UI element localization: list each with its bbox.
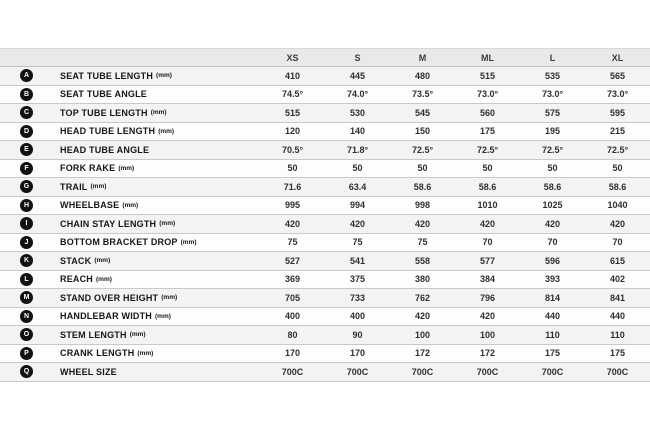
column-header-s: S [354, 52, 361, 63]
row-label-cell [0, 88, 260, 101]
cell-g-ml: 58.6 [478, 181, 497, 192]
cell-p-xl: 175 [609, 348, 626, 359]
row-label-cell [0, 106, 260, 119]
row-label-cell [0, 310, 260, 323]
cell-l-ml: 384 [479, 274, 496, 285]
cell-i-s: 420 [349, 218, 366, 229]
table-row-m [0, 289, 650, 308]
row-label: STEM LENGTH [60, 329, 127, 340]
row-unit-label: (mm) [96, 275, 112, 283]
row-label: CHAIN STAY LENGTH [60, 218, 157, 229]
cell-q-l: 700C [541, 366, 564, 377]
cell-i-xs: 420 [284, 218, 301, 229]
row-unit-label: (mm) [118, 164, 135, 172]
column-header-ml: ML [481, 52, 494, 63]
cell-f-m: 50 [417, 163, 428, 174]
cell-n-xs: 400 [284, 311, 301, 322]
cell-c-xs: 515 [284, 107, 301, 118]
cell-d-ml: 175 [479, 126, 496, 137]
row-letter-badge: B [20, 88, 33, 101]
cell-g-l: 58.6 [543, 181, 562, 192]
cell-i-xl: 420 [609, 218, 626, 229]
cell-p-s: 170 [349, 348, 366, 359]
cell-d-m: 150 [414, 126, 431, 137]
row-unit-label: (mm) [150, 109, 167, 117]
row-label: FORK RAKE [60, 163, 116, 174]
cell-l-m: 380 [414, 274, 431, 285]
cell-d-l: 195 [544, 126, 561, 137]
cell-o-xl: 110 [610, 329, 625, 340]
row-label: SEAT TUBE LENGTH [60, 70, 154, 81]
cell-n-ml: 420 [479, 311, 496, 322]
cell-f-l: 50 [547, 163, 558, 174]
cell-a-s: 445 [349, 70, 366, 81]
cell-o-xs: 80 [287, 329, 298, 340]
row-label-cell [0, 143, 260, 156]
cell-g-xs: 71.6 [283, 181, 302, 192]
table-row-l [0, 271, 650, 290]
row-label-cell [0, 347, 260, 360]
row-letter-badge: G [20, 180, 33, 193]
cell-o-m: 100 [414, 329, 431, 340]
cell-j-m: 75 [417, 237, 428, 248]
table-row-h [0, 197, 650, 216]
cell-m-ml: 796 [479, 292, 496, 303]
cell-f-xl: 50 [612, 163, 623, 174]
table-row-o [0, 326, 650, 345]
cell-j-l: 70 [547, 237, 558, 248]
table-body [0, 67, 650, 382]
cell-m-l: 814 [544, 292, 561, 303]
row-label: STAND OVER HEIGHT [60, 292, 159, 303]
table-row-j [0, 234, 650, 253]
row-label: WHEEL SIZE [60, 366, 117, 377]
cell-q-m: 700C [411, 366, 434, 377]
table-row-c [0, 104, 650, 123]
table-row-n [0, 308, 650, 327]
cell-q-xl: 700C [606, 366, 629, 377]
row-letter-badge: D [20, 125, 33, 138]
row-label: STACK [60, 255, 92, 266]
row-unit-label: (mm) [129, 331, 146, 339]
row-letter-badge: A [20, 69, 33, 82]
cell-p-l: 175 [544, 348, 561, 359]
table-row-g [0, 178, 650, 197]
cell-g-m: 58.6 [413, 181, 432, 192]
cell-e-l: 72.5° [541, 144, 564, 155]
cell-i-ml: 420 [479, 218, 496, 229]
cell-o-l: 110 [545, 329, 560, 340]
cell-h-l: 1025 [542, 200, 563, 211]
row-label-cell [0, 69, 260, 82]
row-label: SEAT TUBE ANGLE [60, 89, 148, 100]
cell-a-ml: 515 [479, 70, 496, 81]
cell-q-s: 700C [346, 366, 369, 377]
row-unit-label: (mm) [94, 257, 111, 265]
cell-n-s: 400 [349, 311, 366, 322]
row-unit-label: (mm) [159, 220, 176, 228]
table-row-q [0, 363, 650, 382]
cell-k-m: 558 [414, 255, 431, 266]
cell-b-m: 73.5° [411, 89, 434, 100]
cell-a-m: 480 [414, 70, 431, 81]
cell-n-xl: 440 [609, 311, 626, 322]
row-unit-label: (mm) [137, 349, 154, 357]
cell-k-s: 541 [349, 255, 366, 266]
table-row-i [0, 215, 650, 234]
cell-b-ml: 73.0° [476, 89, 499, 100]
cell-h-xs: 995 [284, 200, 301, 211]
cell-g-xl: 58.6 [608, 181, 627, 192]
row-label: HEAD TUBE LENGTH [60, 126, 156, 137]
column-header-xl: XL [611, 52, 624, 63]
cell-c-ml: 560 [479, 107, 496, 118]
row-label-cell [0, 254, 260, 267]
column-header-m: M [418, 52, 427, 63]
cell-q-ml: 700C [476, 366, 499, 377]
cell-b-xl: 73.0° [606, 89, 629, 100]
cell-c-l: 575 [544, 107, 561, 118]
row-label-cell [0, 180, 260, 193]
cell-i-m: 420 [414, 218, 431, 229]
table-row-e [0, 141, 650, 160]
cell-q-xs: 700C [281, 366, 304, 377]
row-unit-label: (mm) [161, 294, 178, 302]
cell-h-s: 994 [349, 200, 366, 211]
row-letter-badge: K [20, 254, 33, 267]
cell-i-l: 420 [544, 218, 561, 229]
cell-f-xs: 50 [287, 163, 298, 174]
cell-h-ml: 1010 [477, 200, 498, 211]
cell-c-xl: 595 [609, 107, 626, 118]
cell-e-ml: 72.5° [476, 144, 499, 155]
cell-f-ml: 50 [482, 163, 493, 174]
table-row-k [0, 252, 650, 271]
row-label-cell [0, 125, 260, 138]
row-letter-badge: O [20, 328, 33, 341]
row-label: CRANK LENGTH [60, 348, 135, 359]
cell-e-m: 72.5° [411, 144, 434, 155]
table-row-a [0, 67, 650, 86]
row-letter-badge: E [20, 143, 33, 156]
cell-a-l: 535 [544, 70, 561, 81]
row-label-cell [0, 199, 260, 212]
row-label-cell [0, 162, 260, 175]
cell-m-s: 733 [349, 292, 366, 303]
cell-m-xl: 841 [609, 292, 626, 303]
cell-g-s: 63.4 [348, 181, 367, 192]
cell-o-s: 90 [352, 329, 363, 340]
row-unit-label: (mm) [122, 201, 139, 209]
row-letter-badge: N [20, 310, 33, 323]
cell-l-xs: 369 [284, 274, 301, 285]
cell-k-xl: 615 [609, 255, 626, 266]
cell-d-s: 140 [349, 126, 366, 137]
cell-n-m: 420 [414, 311, 431, 322]
cell-p-m: 172 [414, 348, 431, 359]
row-unit-label: (mm) [180, 238, 197, 246]
cell-m-xs: 705 [284, 292, 301, 303]
table-row-p [0, 345, 650, 364]
cell-l-s: 375 [349, 274, 366, 285]
row-label: TOP TUBE LENGTH [60, 107, 148, 118]
row-label-cell [0, 365, 260, 378]
cell-n-l: 440 [544, 311, 561, 322]
row-letter-badge: J [20, 236, 33, 249]
cell-e-xs: 70.5° [281, 144, 304, 155]
cell-h-xl: 1040 [607, 200, 628, 211]
table-header-row [0, 49, 650, 67]
row-label-cell [0, 236, 260, 249]
row-label: WHEELBASE [60, 200, 120, 211]
cell-j-ml: 70 [482, 237, 493, 248]
row-label-cell [0, 273, 260, 286]
row-label-cell [0, 291, 260, 304]
row-letter-badge: I [20, 217, 33, 230]
row-unit-label: (mm) [158, 127, 175, 135]
row-letter-badge: P [20, 347, 33, 360]
cell-o-ml: 100 [479, 329, 496, 340]
table-row-b [0, 86, 650, 105]
cell-d-xs: 120 [284, 126, 301, 137]
cell-j-s: 75 [352, 237, 363, 248]
cell-k-ml: 577 [479, 255, 496, 266]
row-label-cell [0, 328, 260, 341]
cell-k-l: 596 [544, 255, 561, 266]
row-unit-label: (mm) [90, 183, 107, 191]
cell-p-ml: 172 [479, 348, 496, 359]
row-label: HANDLEBAR WIDTH [60, 311, 152, 322]
row-letter-badge: L [20, 273, 33, 286]
cell-e-xl: 72.5° [606, 144, 629, 155]
row-label-cell [0, 217, 260, 230]
cell-l-xl: 402 [609, 274, 626, 285]
table-row-d [0, 123, 650, 142]
row-unit-label: (mm) [156, 72, 172, 80]
cell-b-s: 74.0° [346, 89, 369, 100]
table-row-f [0, 160, 650, 179]
cell-d-xl: 215 [609, 126, 626, 137]
cell-c-m: 545 [414, 107, 431, 118]
cell-l-l: 393 [544, 274, 561, 285]
row-letter-badge: Q [20, 365, 33, 378]
row-letter-badge: M [20, 291, 33, 304]
row-letter-badge: H [20, 199, 33, 212]
column-header-l: L [549, 52, 556, 63]
cell-j-xs: 75 [287, 237, 298, 248]
cell-k-xs: 527 [284, 255, 301, 266]
row-label: HEAD TUBE ANGLE [60, 144, 150, 155]
cell-c-s: 530 [349, 107, 366, 118]
cell-f-s: 50 [352, 163, 363, 174]
row-unit-label: (mm) [155, 312, 171, 320]
cell-p-xs: 170 [284, 348, 301, 359]
geometry-table [0, 48, 650, 382]
cell-h-m: 998 [414, 200, 431, 211]
column-header-xs: XS [286, 52, 299, 63]
cell-a-xs: 410 [284, 70, 301, 81]
cell-m-m: 762 [414, 292, 431, 303]
row-label: BOTTOM BRACKET DROP [60, 237, 178, 248]
cell-j-xl: 70 [612, 237, 623, 248]
cell-b-l: 73.0° [541, 89, 564, 100]
cell-b-xs: 74.5° [281, 89, 304, 100]
cell-e-s: 71.8° [346, 144, 369, 155]
row-letter-badge: F [20, 162, 33, 175]
row-label: REACH [60, 274, 94, 285]
row-letter-badge: C [20, 106, 33, 119]
row-label: TRAIL [60, 181, 88, 192]
cell-a-xl: 565 [609, 70, 626, 81]
